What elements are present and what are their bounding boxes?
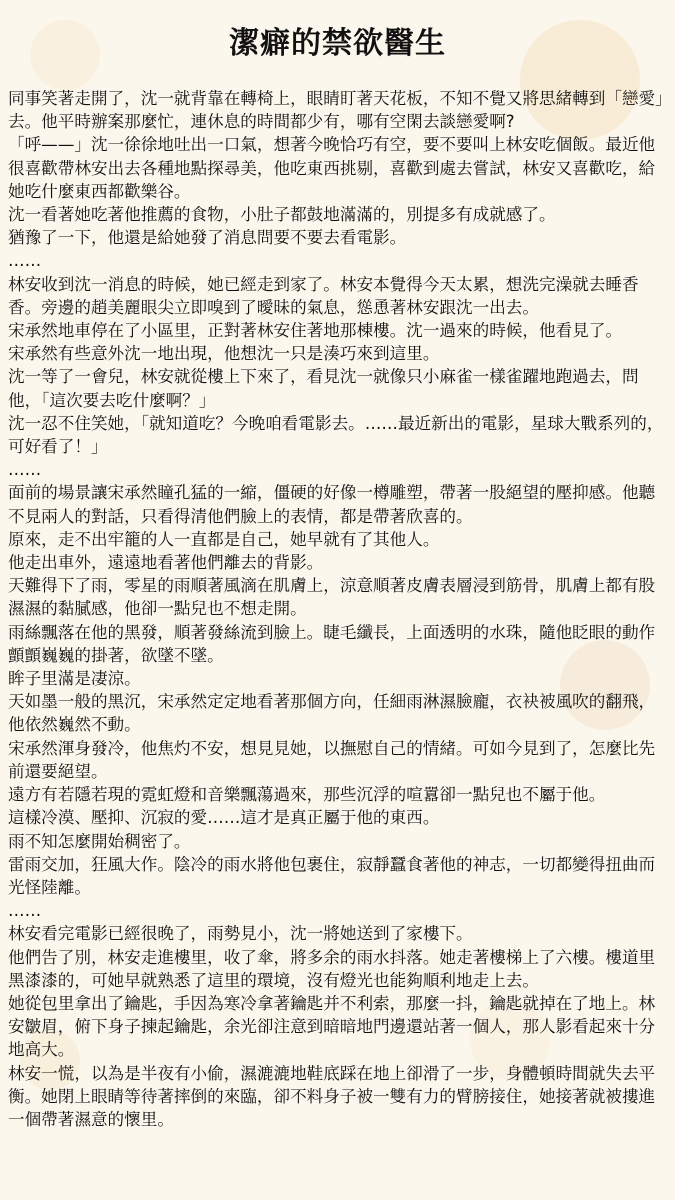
paragraph: 沈一看著她吃著他推薦的食物，小肚子都鼓地滿滿的，別提多有成就感了。	[8, 205, 556, 225]
scene-break: ……	[8, 251, 42, 271]
paragraph: 林安看完電影已經很晚了，雨勢見小，沈一將她送到了家樓下。	[8, 924, 473, 944]
paragraph: 面前的場景讓宋承然瞳孔猛的一縮，僵硬的好像一樽雕塑，帶著一股絕望的壓抑感。他聽不見兩人的對話，只看得清他們臉上的表情，都是帶著欣喜的。	[8, 483, 656, 526]
paragraph: 林安一慌，以為是半夜有小偷，濕漉漉地鞋底踩在地上卻滑了一步，身體頓時間就失去平衡。她閉上眼睛等待著摔倒的來臨，卻不料身子被一雙有力的臂膀接住，她接著就被摟進一個帶著濕意的懷里。	[8, 1063, 656, 1129]
paragraph: 遠方有若隱若現的霓虹燈和音樂飄蕩過來，那些沉浮的喧囂卻一點兒也不屬于他。	[8, 785, 606, 805]
paragraph: 這樣冷漠、壓抑、沉寂的愛……這才是真正屬于他的東西。	[8, 808, 440, 828]
paragraph: 猶豫了一下，他還是給她發了消息問要不要去看電影。	[8, 228, 407, 248]
paragraph: 宋承然地車停在了小區里，正對著林安住著地那棟樓。沈一過來的時候，他看見了。	[8, 321, 622, 341]
paragraph: 他走出車外，遠遠地看著他們離去的背影。	[8, 553, 324, 573]
paragraph: 林安收到沈一消息的時候，她已經走到家了。林安本覺得今天太累，想洗完澡就去睡香香。旁邊的趙美麗眼尖立即嗅到了曖昧的氣息，慫恿著林安跟沈一出去。	[8, 274, 639, 317]
story-body	[8, 87, 668, 1131]
scene-break: ……	[8, 901, 42, 921]
paragraph: 宋承然渾身發冷，他焦灼不安，想見見她，以撫慰自己的情緒。可如今見到了，怎麼比先前還要絕望。	[8, 738, 656, 781]
paragraph: 天難得下了雨，零星的雨順著風滴在肌膚上，涼意順著皮膚表層浸到筋骨，肌膚上都有股濕濕的黏膩感，他卻一點兒也不想走開。	[8, 576, 656, 619]
paragraph: 雨絲飄落在他的黑發，順著發絲流到臉上。睫毛纖長，上面透明的水珠，隨他眨眼的動作顫顫巍巍的掛著，欲墜不墜。	[8, 622, 656, 665]
paragraph: 雨不知怎麼開始稠密了。	[8, 831, 191, 851]
paragraph: 原來，走不出牢籠的人一直都是自己，她早就有了其他人。	[8, 529, 440, 549]
paragraph: 他們告了別，林安走進樓里，收了傘，將多余的雨水抖落。她走著樓梯上了六樓。樓道里黑漆漆的，可她早就熟悉了這里的環境，沒有燈光也能夠順利地走上去。	[8, 947, 656, 990]
paragraph: 沈一等了一會兒，林安就從樓上下來了，看見沈一就像只小麻雀一樣雀躍地跑過去，問他，「這次要去吃什麼啊？」	[8, 367, 639, 410]
paragraph: 她從包里拿出了鑰匙，手因為寒冷拿著鑰匙并不利索，那麼一抖，鑰匙就掉在了地上。林安皺眉，俯下身子揀起鑰匙，余光卻注意到暗暗地門邊還站著一個人，那人影看起來十分地高大。	[8, 993, 656, 1060]
paragraph: 「呼——」沈一徐徐地吐出一口氣，想著今晚恰巧有空，要不要叫上林安吃個飯。最近他很喜歡帶林安出去各種地點探尋美，他吃東西挑剔，喜歡到處去嘗試，林安又喜歡吃，給她吃什麼東西都歡樂谷。	[8, 135, 656, 201]
paragraph: 眸子里滿是凄涼。	[8, 669, 141, 689]
paragraph: 雷雨交加，狂風大作。陰冷的雨水將他包裹住，寂靜蠶食著他的神志，一切都變得扭曲而光怪陸離。	[8, 854, 656, 897]
story-title: 潔癖的禁欲醫生	[229, 26, 446, 61]
scene-break: ……	[8, 460, 42, 480]
paragraph: 天如墨一般的黑沉，宋承然定定地看著那個方向，任細雨淋濕臉龐，衣袂被風吹的翻飛，他依然巍然不動。	[8, 692, 656, 735]
paragraph: 沈一忍不住笑她，「就知道吃？今晚咱看電影去。……最近新出的電影，星球大戰系列的，可好看了！」	[8, 413, 664, 457]
paragraph: 宋承然有些意外沈一地出現，他想沈一只是湊巧來到這里。	[8, 344, 440, 364]
paragraph: 同事笑著走開了，沈一就背靠在轉椅上，眼睛盯著天花板，不知不覺又將思緒轉到「戀愛」去。他平時辦案那麼忙，連休息的時間都少有，哪有空閑去談戀愛啊?	[8, 89, 664, 132]
